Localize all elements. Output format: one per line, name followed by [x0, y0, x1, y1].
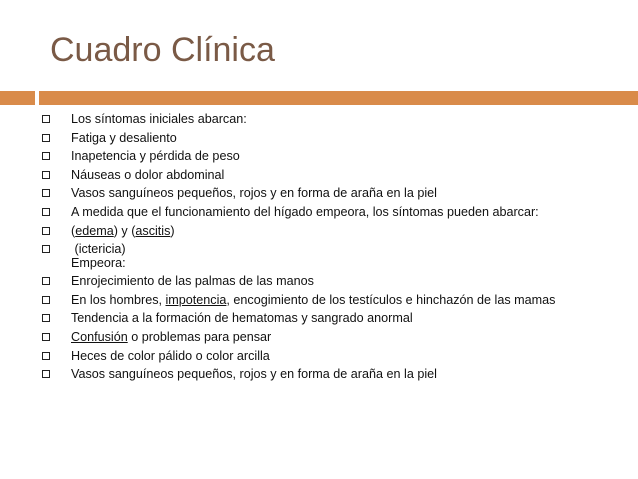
hollow-square-bullet-icon — [42, 171, 50, 179]
bullet-text: Vasos sanguíneos pequeños, rojos y en forma de araña en la piel — [71, 186, 437, 201]
bullet-item-sintomas-iniciales — [41, 113, 616, 126]
bullet-text-part: ( — [71, 223, 76, 238]
bullet-text: Inapetencia y pérdida de peso — [71, 149, 240, 164]
bullet-item-edema-ascitis — [41, 225, 616, 238]
edema-link[interactable]: edema — [75, 223, 114, 238]
bullet-text-part: En los hombres, — [71, 292, 166, 307]
hollow-square-bullet-icon — [42, 277, 50, 285]
bullet-item-inapetencia — [41, 150, 616, 163]
bullet-item-fatiga — [41, 132, 616, 145]
bullet-text: Náuseas o dolor abdominal — [71, 167, 225, 182]
bullet-item-nauseas — [41, 169, 616, 182]
hollow-square-bullet-icon — [42, 152, 50, 160]
hollow-square-bullet-icon — [42, 189, 50, 197]
confusion-link[interactable]: Confusión — [71, 329, 128, 344]
bullet-list — [41, 113, 616, 382]
hollow-square-bullet-icon — [42, 134, 50, 142]
bullet-item-higado-empeora — [41, 206, 616, 219]
bullet-text — [71, 294, 616, 307]
hollow-square-bullet-icon — [42, 208, 50, 216]
bullet-item-enrojecimiento — [41, 275, 616, 288]
impotencia-link[interactable]: impotencia — [165, 292, 227, 307]
bullet-item-hematomas — [41, 312, 616, 325]
bullet-item-vasos-sanguineos-2 — [41, 368, 616, 381]
bullet-item-heces — [41, 350, 616, 363]
hollow-square-bullet-icon — [42, 115, 50, 123]
bullet-text-part: ) y ( — [113, 223, 136, 238]
bullet-text: Los síntomas iniciales abarcan: — [71, 112, 247, 126]
hollow-square-bullet-icon — [42, 296, 50, 304]
hollow-square-bullet-icon — [42, 227, 50, 235]
bullet-item-vasos-sanguineos — [41, 187, 616, 200]
bullet-text: Vasos sanguíneos pequeños, rojos y en forma de araña en la piel — [71, 367, 437, 382]
bullet-item-confusion — [41, 331, 616, 344]
ascitis-link[interactable]: ascitis — [135, 223, 171, 238]
hollow-square-bullet-icon — [42, 333, 50, 341]
bullet-text — [71, 331, 616, 344]
hollow-square-bullet-icon — [42, 352, 50, 360]
bullet-text — [71, 225, 616, 238]
bullet-text-part: , encogimiento de los testículos e hinchazón de las mamas — [226, 292, 556, 307]
bullet-text-part: ) — [170, 223, 175, 238]
bullet-text: Tendencia a la formación de hematomas y sangrado anormal — [71, 311, 413, 326]
bullet-text-line: Empeora: — [71, 255, 126, 270]
bullet-text: Fatiga y desaliento — [71, 130, 177, 145]
hollow-square-bullet-icon — [42, 314, 50, 322]
bullet-text: Enrojecimiento de las palmas de las manos — [71, 274, 314, 289]
bullet-text-line: (ictericia) — [71, 242, 126, 257]
bullet-text: A medida que el funcionamiento del hígado empeora, los síntomas pueden abarcar: — [71, 204, 539, 219]
bullet-text: Heces de color pálido o color arcilla — [71, 348, 270, 363]
bullet-item-impotencia — [41, 294, 616, 307]
slide-title: Cuadro Clínica — [50, 31, 275, 69]
title-accent-rule-left — [0, 91, 35, 105]
bullet-item-ictericia — [41, 243, 616, 270]
hollow-square-bullet-icon — [42, 370, 50, 378]
hollow-square-bullet-icon — [42, 245, 50, 253]
title-accent-rule-right — [39, 91, 638, 105]
bullet-text-part: o problemas para pensar — [127, 329, 272, 344]
